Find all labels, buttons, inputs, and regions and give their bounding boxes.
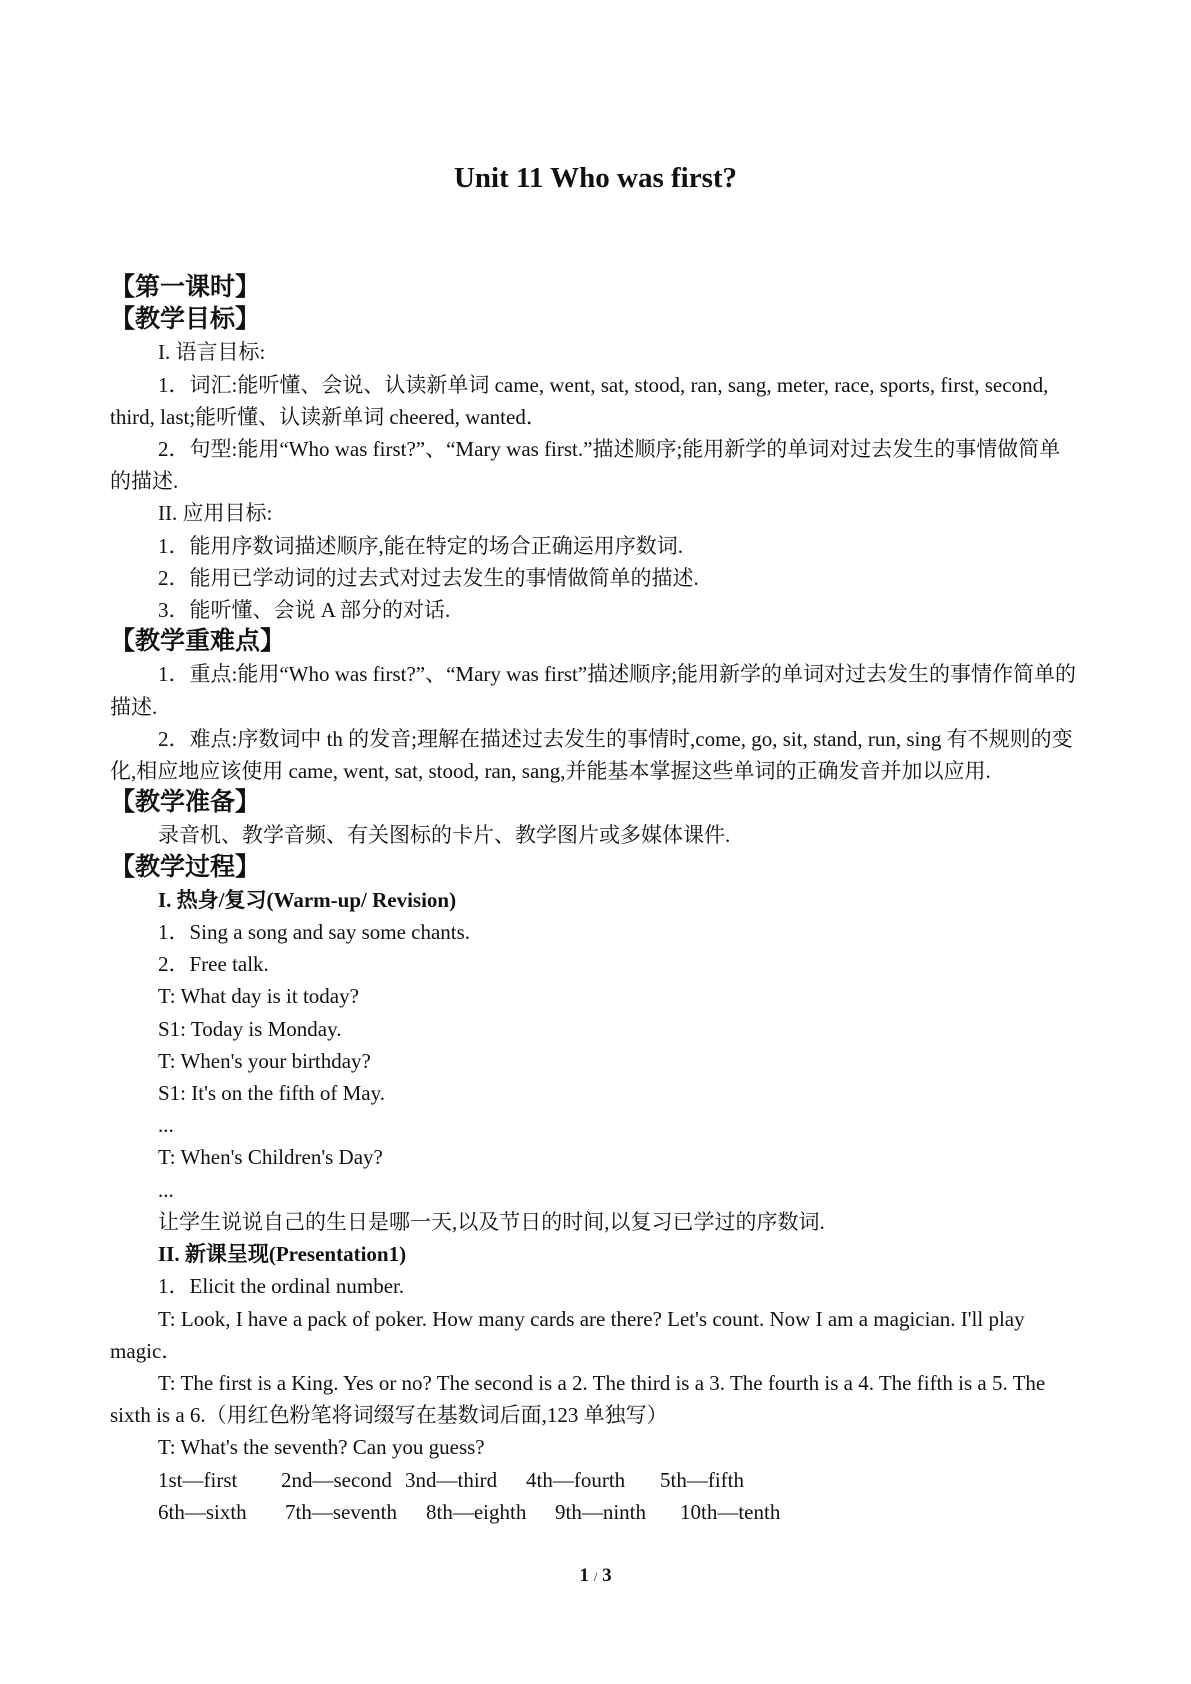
page-current: 1 bbox=[579, 1565, 589, 1586]
warmup-line: 让学生说说自己的生日是哪一天,以及节日的时间,以复习已学过的序数词. bbox=[158, 1209, 825, 1234]
preparation-text: 录音机、教学音频、有关图标的卡片、教学图片或多媒体课件. bbox=[158, 823, 731, 848]
application-goal-label: II. 应用目标: bbox=[158, 501, 273, 526]
warmup-line: 2．Free talk. bbox=[158, 952, 269, 977]
application-goal-2: 2．能用已学动词的过去式对过去发生的事情做简单的描述. bbox=[158, 565, 699, 590]
ordinals-row-1 bbox=[110, 1464, 1080, 1496]
language-goal-label: I. 语言目标: bbox=[158, 340, 266, 365]
ordinal-pair: 9th—ninth bbox=[555, 1499, 647, 1524]
presentation-line: 1．Elicit the ordinal number. bbox=[158, 1274, 405, 1299]
warmup-heading: I. 热身/复习(Warm-up/ Revision) bbox=[158, 887, 457, 912]
warmup-line: S1: It's on the fifth of May. bbox=[158, 1081, 385, 1106]
objectives-heading: 【教学目标】 bbox=[110, 306, 261, 334]
page-title: Unit 11 Who was first? bbox=[453, 162, 738, 194]
ordinals-row-2 bbox=[110, 1496, 1080, 1528]
page-total: 3 bbox=[602, 1565, 612, 1586]
warmup-line: ... bbox=[158, 1177, 174, 1202]
warmup-line: T: When's your birthday? bbox=[158, 1048, 371, 1073]
preparation-heading: 【教学准备】 bbox=[110, 789, 261, 817]
warmup-line: ... bbox=[158, 1113, 174, 1138]
application-goal-1: 1．能用序数词描述顺序,能在特定的场合正确运用序数词. bbox=[158, 533, 683, 558]
application-goal-3: 3．能听懂、会说 A 部分的对话. bbox=[158, 598, 451, 623]
warmup-line: T: When's Children's Day? bbox=[158, 1145, 383, 1170]
ordinal-pair: 2nd—second bbox=[281, 1467, 392, 1492]
ordinal-pair: 3nd—third bbox=[405, 1467, 498, 1492]
warmup-line: S1: Today is Monday. bbox=[158, 1016, 342, 1041]
page-separator: / bbox=[593, 1569, 598, 1584]
warmup-line: T: What day is it today? bbox=[158, 984, 359, 1009]
key-point-2: 2．难点:序数词中 th 的发音;理解在描述过去发生的事情时,come, go, sit, stand, run, sing 有不规则的变化,相应地应该使用 came, went, sat, stood, ran, sang,并能基本掌握这些单词的正确发音并加以应用. bbox=[110, 726, 1073, 784]
ordinal-pair: 7th—seventh bbox=[285, 1499, 397, 1524]
ordinal-pair: 1st—first bbox=[158, 1467, 238, 1492]
key-points-heading: 【教学重难点】 bbox=[110, 628, 286, 656]
ordinal-pair: 6th—sixth bbox=[158, 1499, 247, 1524]
presentation-line: T: Look, I have a pack of poker. How many cards are there? Let's count. Now I am a magician. I'll play magic． bbox=[110, 1306, 1025, 1363]
presentation-heading: II. 新课呈现(Presentation1) bbox=[158, 1242, 407, 1267]
presentation-line: T: What's the seventh? Can you guess? bbox=[158, 1435, 485, 1460]
process-heading: 【教学过程】 bbox=[110, 853, 261, 881]
page-number bbox=[0, 1565, 1191, 1587]
language-goal-sentence: 2．句型:能用“Who was first?”、“Mary was first.”描述顺序;能用新学的单词对过去发生的事情做简单的描述. bbox=[110, 437, 1061, 494]
lesson-heading: 【第一课时】 bbox=[110, 274, 261, 301]
presentation-line: T: The first is a King. Yes or no? The second is a 2. The third is a 3. The fourth is a 4. The fifth is a 5. The sixth is a 6.（用红色粉笔将词缀写在基数词后面,123 单独写） bbox=[110, 1370, 1046, 1428]
warmup-line: 1．Sing a song and say some chants. bbox=[158, 920, 471, 945]
ordinal-pair: 8th—eighth bbox=[426, 1499, 527, 1524]
document-body bbox=[110, 272, 1080, 1528]
language-goal-vocab: 1．词汇:能听懂、会说、认读新单词 came, went, sat, stood, ran, sang, meter, race, sports, first, second, third, last;能听懂、认读新单词 cheered, wanted． bbox=[110, 372, 1049, 429]
key-point-1: 1．重点:能用“Who was first?”、“Mary was first”描述顺序;能用新学的单词对过去发生的事情作简单的描述. bbox=[110, 662, 1077, 719]
ordinal-pair: 10th—tenth bbox=[680, 1499, 781, 1524]
ordinal-pair: 4th—fourth bbox=[526, 1467, 626, 1492]
ordinal-pair: 5th—fifth bbox=[660, 1467, 744, 1492]
